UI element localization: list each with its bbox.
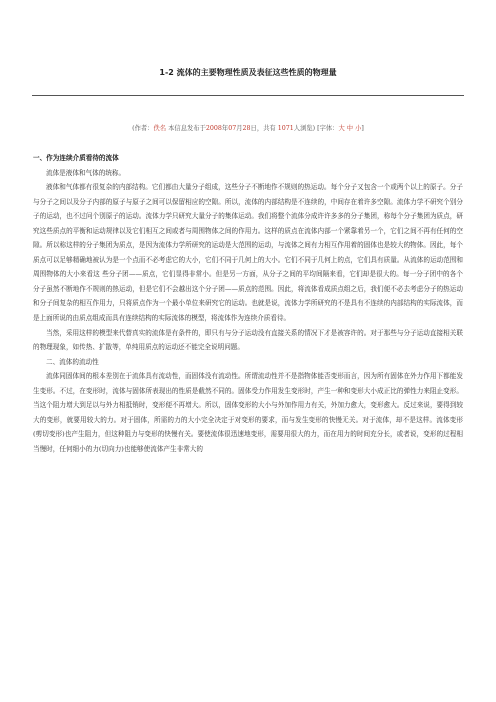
meta-published-label: 本信息发布于: [168, 125, 206, 132]
meta-day-unit: 日，共有: [250, 125, 276, 132]
meta-year-unit: 年: [221, 125, 229, 132]
section-subheading-fluid-definition: 流体是液体和气体的统称。: [46, 168, 126, 177]
meta-prefix: (作者：: [132, 125, 154, 132]
paragraph-structure: 液体和气体都有很复杂的内部结构。它们都由大量分子组成，这些分子不断地作不规则的热运动。每个分子又包含一个或两个以上的原子。分子与分子之间以及分子内部的原子与原子之间可以保留相应的空隙。所以，流体的内部结构是不连续的，中间存在着许多空隙。流体力学不研究个别分子的运动，也不过问个别原子的运动。流体力学只研究大量分子的集体运动。我们将整个流体分成许许多多的分子集团，称每个分子集团为质点，研究这些质点的平衡和运动规律以及它们相互之间或者与周围物体之间的作用力。这样的质点在流体内部一个紧靠着另一个，它们之间不再有任何的空隙。所以称这样的分子集团为质点，是因为流体力学所研究的运动是大范围的运动，与流体之间有力相互作用着的固体也是较大的物体。因此，每个质点可以足够精确地被认为是一个点而不必考虑它的大小，它们不同于几何上的大小。它们不同于几何上的点，它们具有质量。从流体的运动范围和周围物体的大小来看这 些分子团——质点，它们显得非常小。但是另一方面，从分子之间的平均间隔来看，它们却是很大的。每一分子团中的各个分子虽然不断地作不规则的热运动，但是它们不会越出这个分子团——质点的范围。因此，将流体看成质点组之后，我们便不必去考虑分子的热运动和分子间复杂的相互作用力，只将质点作为一个最小单位来研究它的运动。也就是说，流体力学所研究的不是具有不连续的内部结构的实际流体，而是上面所说的由质点组成而具有连续结构的实际流体的模型，将流体作为连续介质看待。: [33, 183, 463, 323]
meta-views-count: 1071: [277, 125, 294, 132]
font-size-large-link[interactable]: 大: [338, 125, 345, 132]
meta-author[interactable]: 佚名: [153, 125, 167, 132]
font-size-small-link[interactable]: 小: [355, 125, 362, 132]
meta-suffix: ]: [361, 125, 364, 132]
title-divider: [32, 95, 464, 96]
article-meta: [0, 123, 496, 132]
section-heading-fluidity: 二、流体的流动性: [46, 357, 99, 366]
meta-year: 2008: [205, 125, 222, 132]
meta-month-unit: 月: [236, 125, 243, 132]
section-heading-continuum: 一、作为连续介质看待的流体: [33, 154, 119, 162]
meta-views-suffix: 人浏览) [字体：: [293, 125, 339, 132]
paragraph-fluidity: 流体同固体间的根本差别在于流体具有流动性，而固体没有流动性。所谓流动性并不是指物体能否变形而言，因为所有固体在外力作用下都能发生变形。不过，在变形时，流体与固体所表现出的性质是截然不同的。固体受力作用发生变形时，产生一种和变形大小成正比的弹性力来阻止变形。当这个阻力增大到足以与外力相抵销时，变形便不再增大。所以，固体变形的大小与外加作用力有关，外加力愈大，变形愈大。反过来说，要得到较大的变形，就要用较大的力。对于固体，所需的力的大小完全决定于对变形的要求，而与发生变形的快慢无关。对于流体，却不是这样。流体变形(剪切变形)也产生阻力，但这种阻力与变形的快慢有关。要使流体很迅速地变形，需要用很大的力，而在用力的时间充分长，或者说，变形的过程相当慢时，任何细小的力(切向力)也能够使流体产生非常大的: [33, 372, 463, 453]
meta-day: 28: [242, 125, 251, 132]
meta-month: 07: [228, 125, 237, 132]
font-size-medium-link[interactable]: 中: [346, 125, 354, 132]
paragraph-model-conditions: 当然，采用这样的模型来代替真实的流体是有条件的，即只有与分子运动没有直接关系的情况下才是被容许的。对于那些与分子运动直接相关联的物理现象，如传热、扩散等，单纯用质点的运动还不能完全说明问题。: [33, 328, 463, 352]
document-title: 1-2 流体的主要物理性质及表征这些性质的物理量: [159, 68, 337, 77]
article-body: [33, 151, 463, 456]
